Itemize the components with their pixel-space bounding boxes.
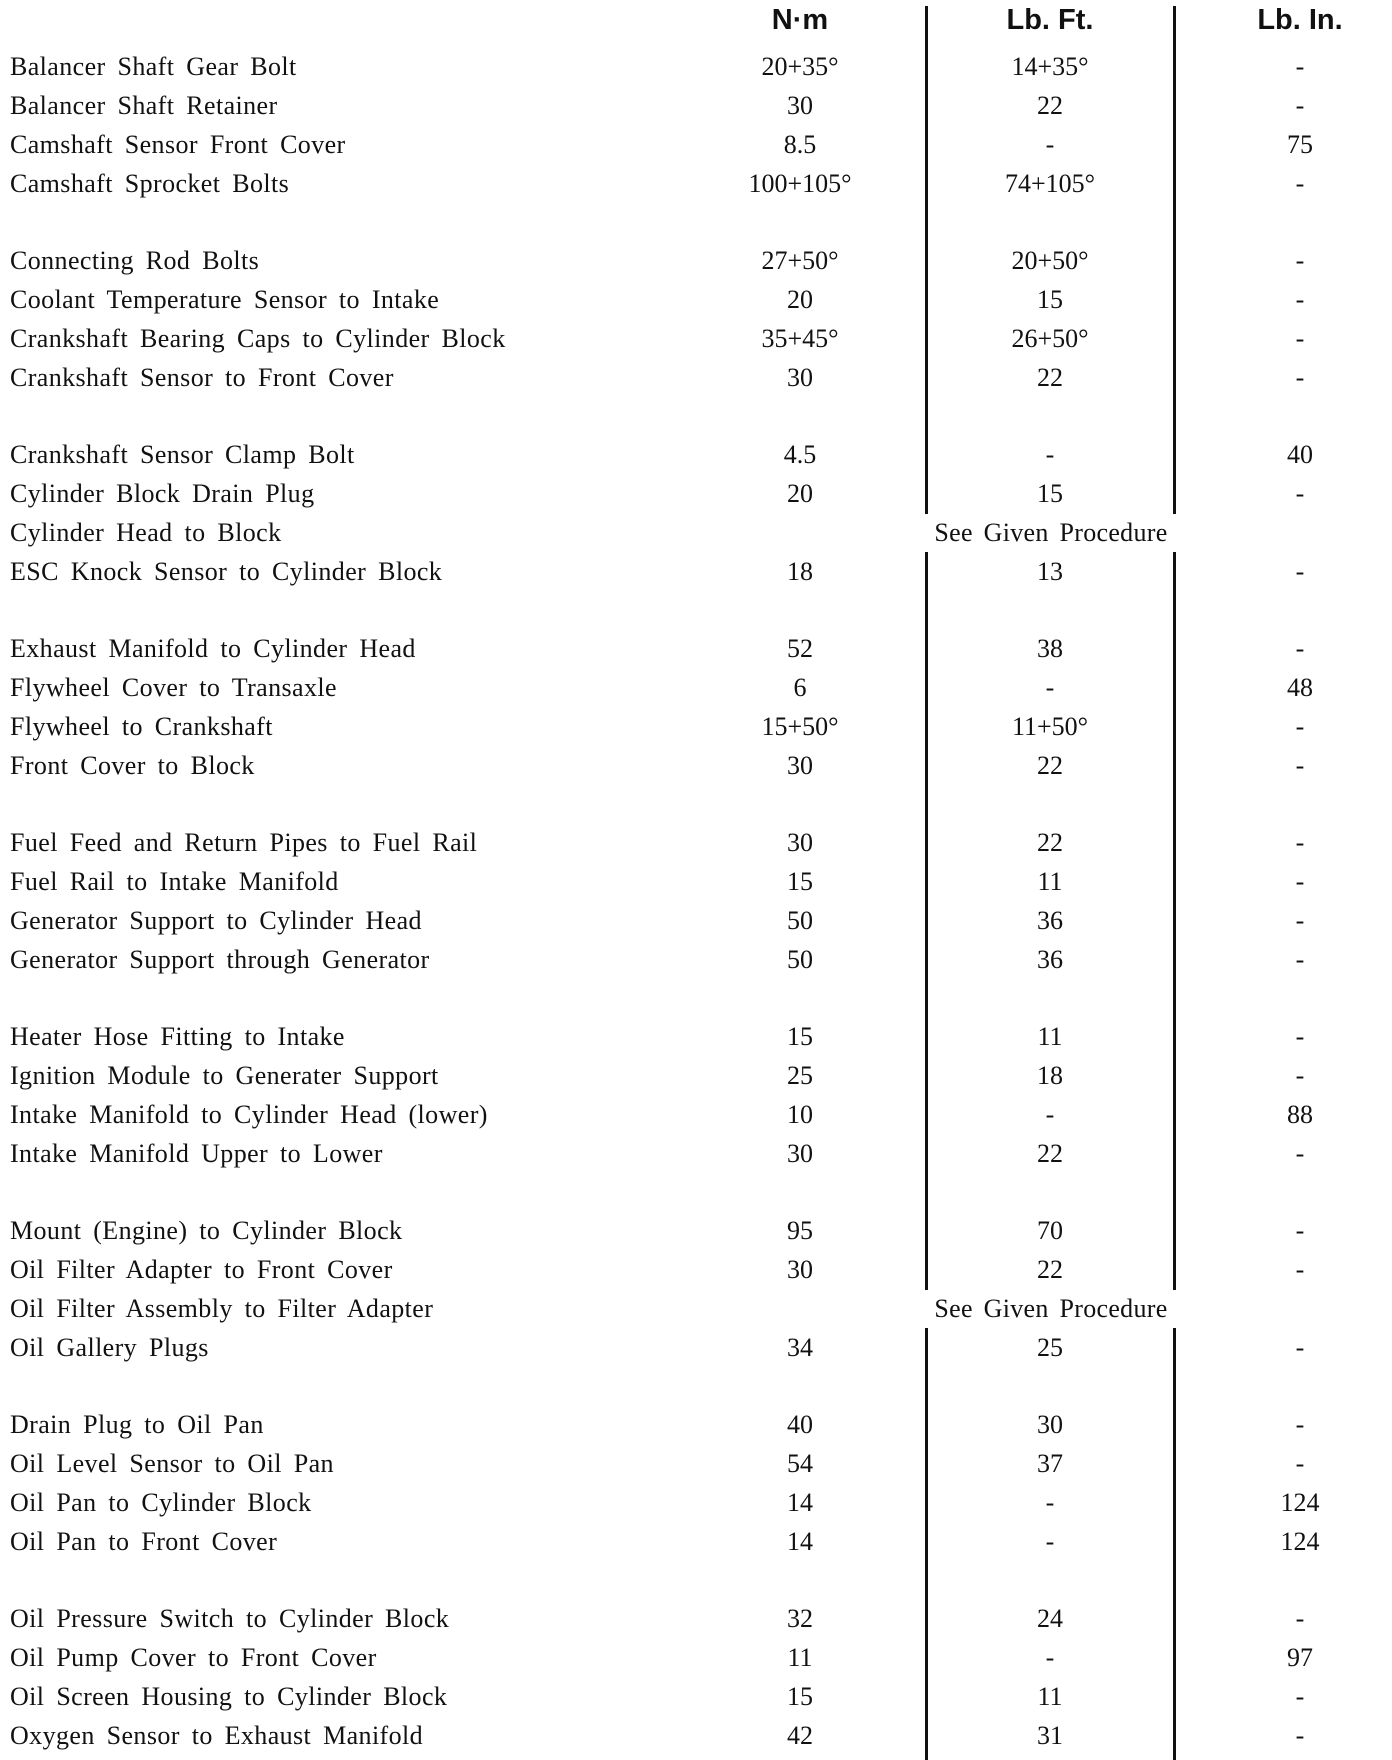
row-label: Cylinder Head to Block xyxy=(10,518,282,547)
lbft-value: 26+50° xyxy=(1011,324,1089,353)
procedure-note: See Given Procedure xyxy=(920,514,1182,552)
lbin-value: - xyxy=(1295,1721,1305,1750)
table-row xyxy=(0,1057,1392,1095)
table-row xyxy=(0,242,1392,280)
column-header-lbin: Lb. In. xyxy=(1257,4,1343,36)
lbft-value: - xyxy=(1045,440,1055,469)
row-label: Front Cover to Block xyxy=(10,751,255,780)
lbft-value: 11+50° xyxy=(1011,712,1089,741)
lbft-value: 36 xyxy=(1037,906,1063,935)
lbin-value: - xyxy=(1295,91,1305,120)
table-row xyxy=(0,1406,1392,1444)
lbin-value: - xyxy=(1295,1139,1305,1168)
row-label: Heater Hose Fitting to Intake xyxy=(10,1022,345,1051)
nm-value: 15+50° xyxy=(761,712,839,741)
row-label: Flywheel Cover to Transaxle xyxy=(10,673,337,702)
row-label: Oxygen Sensor to Exhaust Manifold xyxy=(10,1721,424,1750)
table-row xyxy=(0,1135,1392,1173)
lbft-value: 20+50° xyxy=(1011,246,1089,275)
row-label: Connecting Rod Bolts xyxy=(10,246,260,275)
table-row xyxy=(0,1523,1392,1561)
table-row xyxy=(0,1678,1392,1716)
table-row xyxy=(0,1096,1392,1134)
table-row xyxy=(0,902,1392,940)
nm-value: 20 xyxy=(787,285,813,314)
nm-value: 95 xyxy=(787,1216,813,1245)
nm-value: 8.5 xyxy=(783,130,817,159)
table-row xyxy=(0,48,1392,86)
lbft-value: 11 xyxy=(1037,1022,1063,1051)
lbft-value: - xyxy=(1045,673,1055,702)
lbft-value: - xyxy=(1045,1488,1055,1517)
row-label: Generator Support through Generator xyxy=(10,945,430,974)
table-row xyxy=(0,165,1392,203)
table-row xyxy=(0,1212,1392,1250)
column-header-lbft: Lb. Ft. xyxy=(1006,4,1094,36)
lbin-value: - xyxy=(1295,1333,1305,1362)
table-row xyxy=(0,747,1392,785)
nm-value: 20 xyxy=(787,479,813,508)
nm-value: 30 xyxy=(787,1255,813,1284)
row-label: Fuel Rail to Intake Manifold xyxy=(10,867,339,896)
lbft-value: 15 xyxy=(1037,285,1063,314)
row-label: Flywheel to Crankshaft xyxy=(10,712,273,741)
row-label: ESC Knock Sensor to Cylinder Block xyxy=(10,557,443,586)
lbft-value: 31 xyxy=(1037,1721,1063,1750)
nm-value: 6 xyxy=(793,673,807,702)
nm-value: 11 xyxy=(787,1643,813,1672)
row-label: Oil Gallery Plugs xyxy=(10,1333,209,1362)
lbft-value: 22 xyxy=(1037,751,1063,780)
nm-value: 50 xyxy=(787,906,813,935)
lbin-value: - xyxy=(1295,1061,1305,1090)
lbft-value: - xyxy=(1045,1527,1055,1556)
row-label: Oil Pump Cover to Front Cover xyxy=(10,1643,377,1672)
table-row xyxy=(0,281,1392,319)
lbin-value: - xyxy=(1295,828,1305,857)
table-row xyxy=(0,1445,1392,1483)
lbft-value: 14+35° xyxy=(1011,52,1089,81)
lbin-value: 48 xyxy=(1287,673,1313,702)
table-row xyxy=(0,1329,1392,1367)
table-row xyxy=(0,1018,1392,1056)
table-row xyxy=(0,1717,1392,1755)
nm-value: 40 xyxy=(787,1410,813,1439)
lbin-value: 88 xyxy=(1287,1100,1313,1129)
lbin-value: 124 xyxy=(1280,1488,1320,1517)
lbin-value: - xyxy=(1295,324,1305,353)
lbin-value: - xyxy=(1295,1410,1305,1439)
lbin-value: - xyxy=(1295,169,1305,198)
row-label: Drain Plug to Oil Pan xyxy=(10,1410,264,1439)
row-label: Oil Level Sensor to Oil Pan xyxy=(10,1449,334,1478)
table-row xyxy=(0,630,1392,668)
row-label: Crankshaft Sensor Clamp Bolt xyxy=(10,440,355,469)
row-label: Oil Pan to Front Cover xyxy=(10,1527,278,1556)
lbin-value: 40 xyxy=(1287,440,1313,469)
row-label: Camshaft Sensor Front Cover xyxy=(10,130,346,159)
nm-value: 30 xyxy=(787,751,813,780)
lbft-value: 13 xyxy=(1037,557,1063,586)
nm-value: 50 xyxy=(787,945,813,974)
lbin-value: - xyxy=(1295,479,1305,508)
nm-value: 42 xyxy=(787,1721,813,1750)
lbft-value: 25 xyxy=(1037,1333,1063,1362)
lbin-value: - xyxy=(1295,867,1305,896)
nm-value: 35+45° xyxy=(761,324,839,353)
nm-value: 30 xyxy=(787,91,813,120)
nm-value: 15 xyxy=(787,1682,813,1711)
row-label: Generator Support to Cylinder Head xyxy=(10,906,422,935)
nm-value: 30 xyxy=(787,1139,813,1168)
lbin-value: - xyxy=(1295,945,1305,974)
lbft-value: 30 xyxy=(1037,1410,1063,1439)
lbft-value: 11 xyxy=(1037,867,1063,896)
nm-value: 14 xyxy=(787,1488,813,1517)
nm-value: 27+50° xyxy=(761,246,839,275)
lbft-value: 15 xyxy=(1037,479,1063,508)
nm-value: 4.5 xyxy=(783,440,817,469)
row-label: Exhaust Manifold to Cylinder Head xyxy=(10,634,416,663)
table-row xyxy=(0,436,1392,474)
row-label: Balancer Shaft Retainer xyxy=(10,91,278,120)
lbin-value: - xyxy=(1295,751,1305,780)
table-row xyxy=(0,87,1392,125)
lbin-value: - xyxy=(1295,1216,1305,1245)
lbin-value: - xyxy=(1295,285,1305,314)
row-label: Ignition Module to Generater Support xyxy=(10,1061,439,1090)
row-label: Crankshaft Sensor to Front Cover xyxy=(10,363,394,392)
lbft-value: 22 xyxy=(1037,1139,1063,1168)
lbin-value: 97 xyxy=(1287,1643,1313,1672)
row-label: Fuel Feed and Return Pipes to Fuel Rail xyxy=(10,828,478,857)
row-label: Camshaft Sprocket Bolts xyxy=(10,169,290,198)
row-label: Balancer Shaft Gear Bolt xyxy=(10,52,297,81)
lbin-value: 124 xyxy=(1280,1527,1320,1556)
lbft-value: 22 xyxy=(1037,91,1063,120)
table-row xyxy=(0,1290,1392,1328)
table-row xyxy=(0,708,1392,746)
table-row xyxy=(0,320,1392,358)
lbin-value: - xyxy=(1295,1449,1305,1478)
row-label: Oil Screen Housing to Cylinder Block xyxy=(10,1682,448,1711)
lbft-value: 38 xyxy=(1037,634,1063,663)
lbft-value: 24 xyxy=(1037,1604,1063,1633)
nm-value: 52 xyxy=(787,634,813,663)
nm-value: 30 xyxy=(787,828,813,857)
table-row xyxy=(0,475,1392,513)
row-label: Mount (Engine) to Cylinder Block xyxy=(10,1216,403,1245)
lbft-value: 11 xyxy=(1037,1682,1063,1711)
table-row xyxy=(0,863,1392,901)
nm-value: 15 xyxy=(787,1022,813,1051)
table-row xyxy=(0,126,1392,164)
nm-value: 30 xyxy=(787,363,813,392)
lbin-value: - xyxy=(1295,712,1305,741)
lbin-value: - xyxy=(1295,557,1305,586)
row-label: Cylinder Block Drain Plug xyxy=(10,479,315,508)
nm-value: 100+105° xyxy=(748,169,852,198)
table-row xyxy=(0,669,1392,707)
lbft-value: 18 xyxy=(1037,1061,1063,1090)
lbin-value: - xyxy=(1295,1682,1305,1711)
column-header-nm: N·m xyxy=(771,4,829,36)
row-label: Oil Filter Assembly to Filter Adapter xyxy=(10,1294,434,1323)
lbin-value: 75 xyxy=(1287,130,1313,159)
table-row xyxy=(0,359,1392,397)
lbin-value: - xyxy=(1295,634,1305,663)
lbft-value: 37 xyxy=(1037,1449,1063,1478)
lbin-value: - xyxy=(1295,1255,1305,1284)
row-label: Oil Pan to Cylinder Block xyxy=(10,1488,312,1517)
lbft-value: 22 xyxy=(1037,1255,1063,1284)
lbft-value: - xyxy=(1045,130,1055,159)
lbin-value: - xyxy=(1295,1022,1305,1051)
table-row xyxy=(0,1600,1392,1638)
lbin-value: - xyxy=(1295,363,1305,392)
lbin-value: - xyxy=(1295,52,1305,81)
lbft-value: 22 xyxy=(1037,828,1063,857)
lbin-value: - xyxy=(1295,1604,1305,1633)
row-label: Oil Pressure Switch to Cylinder Block xyxy=(10,1604,450,1633)
nm-value: 10 xyxy=(787,1100,813,1129)
table-row xyxy=(0,941,1392,979)
row-label: Crankshaft Bearing Caps to Cylinder Block xyxy=(10,324,506,353)
lbft-value: - xyxy=(1045,1643,1055,1672)
nm-value: 15 xyxy=(787,867,813,896)
table-row xyxy=(0,553,1392,591)
table-row xyxy=(0,1484,1392,1522)
table-row xyxy=(0,514,1392,552)
nm-value: 18 xyxy=(787,557,813,586)
row-label: Intake Manifold Upper to Lower xyxy=(10,1139,383,1168)
lbft-value: 70 xyxy=(1037,1216,1063,1245)
lbft-value: 36 xyxy=(1037,945,1063,974)
row-label: Intake Manifold to Cylinder Head (lower) xyxy=(10,1100,488,1129)
nm-value: 34 xyxy=(787,1333,813,1362)
nm-value: 14 xyxy=(787,1527,813,1556)
nm-value: 25 xyxy=(787,1061,813,1090)
procedure-note: See Given Procedure xyxy=(920,1290,1182,1328)
row-label: Coolant Temperature Sensor to Intake xyxy=(10,285,440,314)
lbin-value: - xyxy=(1295,246,1305,275)
nm-value: 32 xyxy=(787,1604,813,1633)
lbft-value: 22 xyxy=(1037,363,1063,392)
nm-value: 54 xyxy=(787,1449,813,1478)
nm-value: 20+35° xyxy=(761,52,839,81)
table-row xyxy=(0,1251,1392,1289)
lbft-value: 74+105° xyxy=(1004,169,1096,198)
row-label: Oil Filter Adapter to Front Cover xyxy=(10,1255,393,1284)
table-row xyxy=(0,824,1392,862)
lbin-value: - xyxy=(1295,906,1305,935)
table-row xyxy=(0,1639,1392,1677)
lbft-value: - xyxy=(1045,1100,1055,1129)
